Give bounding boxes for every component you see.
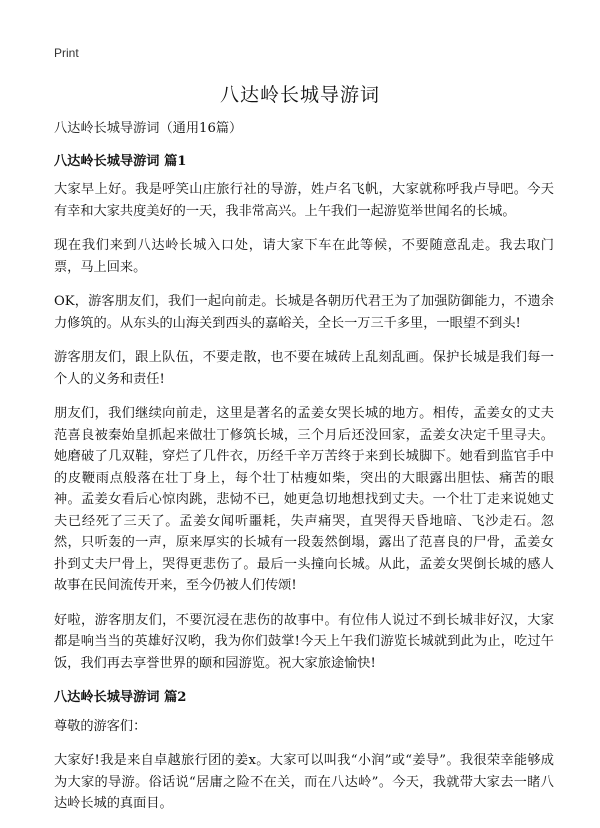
section-heading: 八达岭长城导游词 篇2 (54, 690, 187, 705)
print-link[interactable]: Print (54, 46, 79, 60)
paragraph: 大家早上好。我是呼笑山庄旅行社的导游，姓卢名飞帆，大家就称呼我卢导吧。今天有幸和大家共度美好的一天，我非常高兴。上午我们一起游览举世闻名的长城。 (54, 182, 554, 219)
paragraph: 大家好!我是来自卓越旅行团的姜x。大家可以叫我“小润”或“姜导”。我很荣幸能够成为大家的导游。俗话说“居庸之险不在关，而在八达岭”。今天，我就带大家去一睹八达岭长城的真面目。 (54, 753, 554, 811)
article-subtitle: 八达岭长城导游词（通用16篇） (54, 121, 243, 136)
paragraph: 游客朋友们，跟上队伍，不要走散，也不要在城砖上乱刻乱画。保护长城是我们每一个人的义务和责任! (54, 350, 554, 387)
section-heading: 八达岭长城导游词 篇1 (54, 153, 187, 169)
page-title: 八达岭长城导游词 (219, 84, 380, 106)
paragraph: 好啦，游客朋友们，不要沉浸在悲伤的故事中。有位伟人说过不到长城非好汉，大家都是响当当的英雄好汉哟，我为你们鼓掌!今天上午我们游览长城就到此为止，吃过午饭，我们再去享誉世界的颐和园游览。祝大家旅途愉快! (54, 612, 554, 671)
paragraph: 现在我们来到八达岭长城入口处，请大家下车在此等候，不要随意乱走。我去取门票，马上回来。 (54, 238, 554, 275)
article-body (54, 118, 554, 828)
paragraph: OK，游客朋友们，我们一起向前走。长城是各朝历代君王为了加强防御能力，不遗余力修筑的。从东头的山海关到西头的嘉峪关，全长一万三千多里，一眼望不到头! (54, 294, 554, 331)
paragraph: 朋友们，我们继续向前走，这里是著名的孟姜女哭长城的地方。相传，孟姜女的丈夫范喜良被秦始皇抓起来做壮丁修筑长城，三个月后还没回家，孟姜女决定千里寻夫。她磨破了几双鞋，穿烂了几件衣，历经千辛万苦终于来到长城脚下。她看到监官手中的皮鞭雨点般落在壮丁身上，每个壮丁枯瘦如柴，突出的大眼露出胆怯、痛苦的眼神。孟姜女看后心惊肉跳，悲恸不已，她更急切地想找到丈夫。一个壮丁走来说她丈夫已经死了三天了。孟姜女闻听噩耗，失声痛哭，直哭得天昏地暗、飞沙走石。忽然，只听轰的一声，原来厚实的长城有一段轰然倒塌，露出了范喜良的尸骨，孟姜女扑到丈夫尸骨上，哭得更悲伤了。最后一头撞向长城。从此，孟姜女哭倒长城的感人故事在民间流传开来，至今仍被人们传颂! (54, 406, 554, 593)
paragraph: 尊敬的游客们： (54, 718, 147, 734)
